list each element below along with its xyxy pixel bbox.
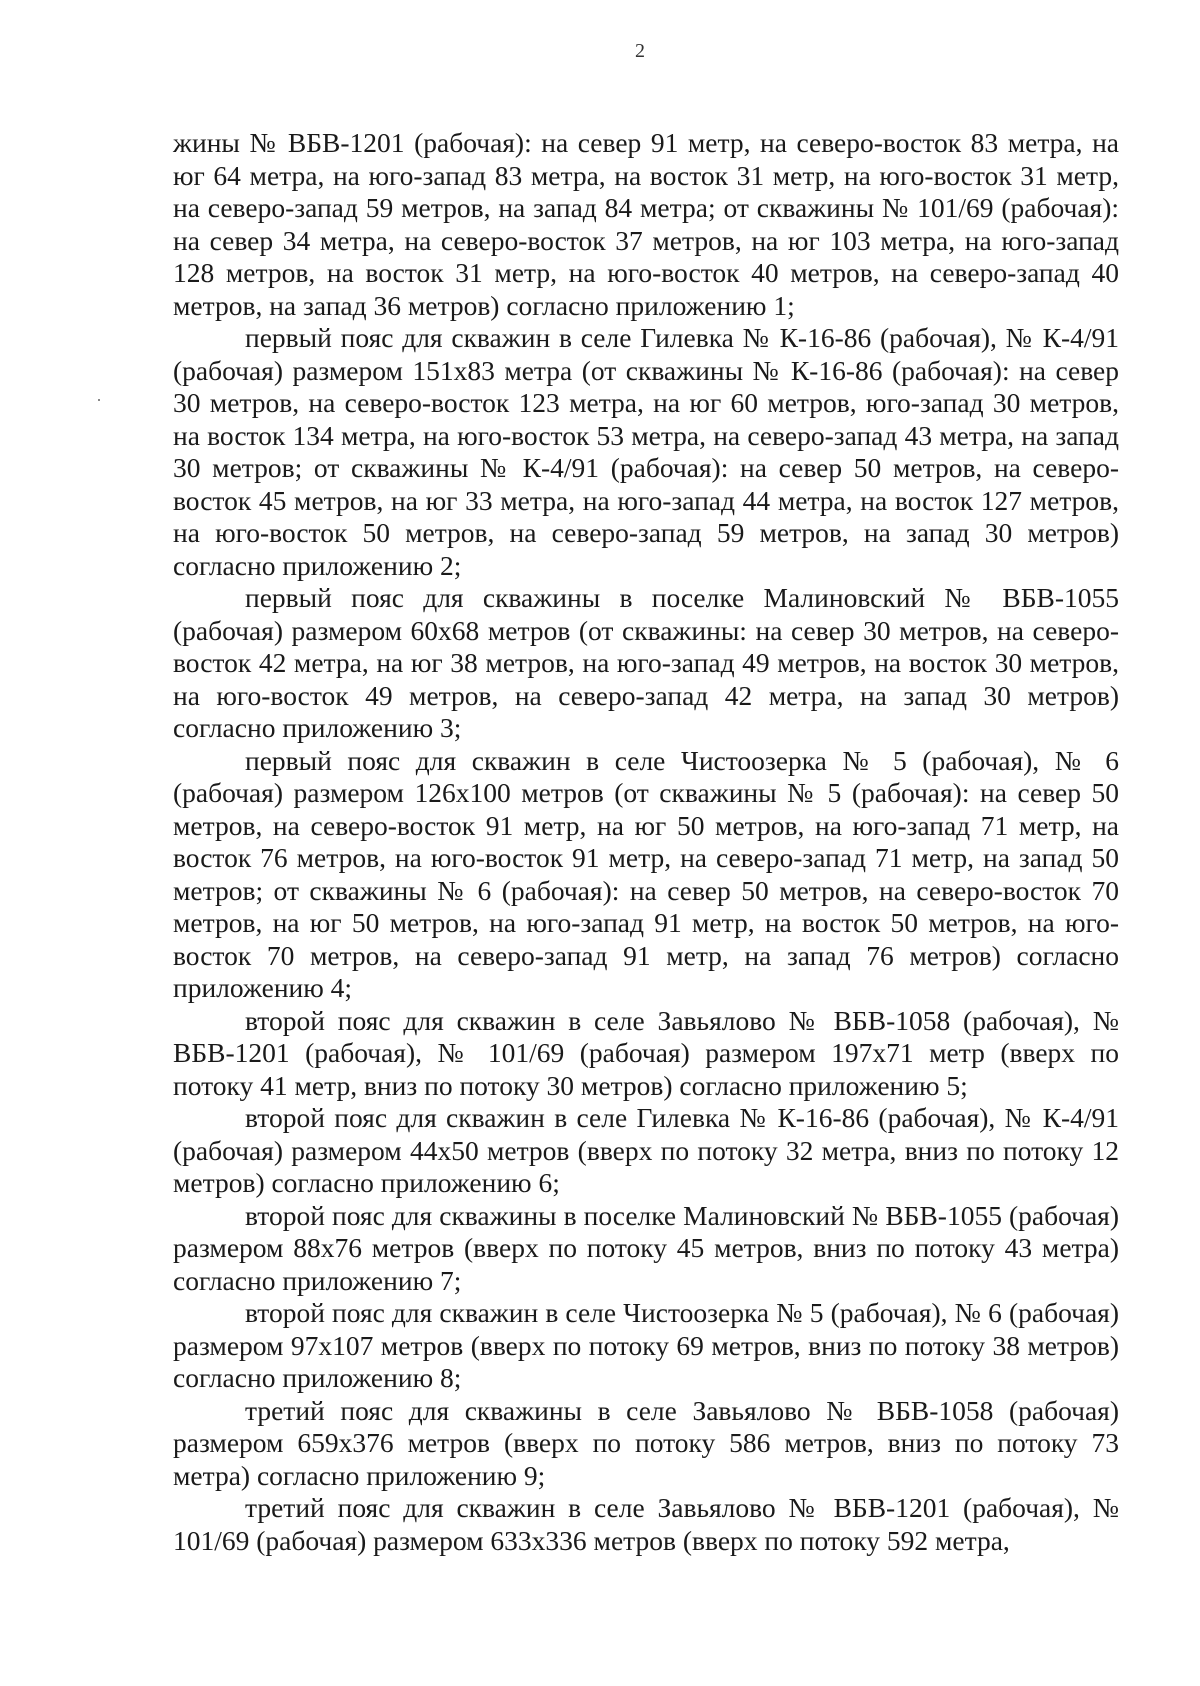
paragraph-zone3-zavyalovo-1201: третий пояс для скважин в селе Завьялово № ВБВ-1201 (рабочая), № 101/69 (рабочая) размером 633х336 метров (вверх по потоку 592 метра,	[173, 1492, 1119, 1556]
paragraph-zone2-zavyalovo: второй пояс для скважин в селе Завьялово № ВБВ-1058 (рабочая), № ВБВ-1201 (рабочая), № 101/69 (рабочая) размером 197х71 метр (вверх по потоку 41 метр, вниз по потоку 30 метров) согласно приложению 5;	[173, 1004, 1119, 1101]
page-number: 2	[635, 40, 645, 62]
document-body	[173, 127, 1119, 1557]
paragraph-continuation: жины № ВБВ-1201 (рабочая): на север 91 метр, на северо-восток 83 метра, на юг 64 метра, на юго-запад 83 метра, на восток 31 метр, на юго-восток 31 метр, на северо-запад 59 метров, на запад 84 метра; от скважины № 101/69 (рабочая): на север 34 метра, на северо-восток 37 метров, на юг 103 метра, на юго-запад 128 метров, на восток 31 метр, на юго-восток 40 метров, на северо-запад 40 метров, на запад 36 метров) согласно приложению 1;	[173, 127, 1119, 321]
paragraph-zone1-malinovsky: первый пояс для скважины в поселке Малиновский № ВБВ-1055 (рабочая) размером 60х68 метров (от скважины: на север 30 метров, на северо-восток 42 метра, на юг 38 метров, на юго-запад 49 метров, на восток 30 метров, на юго-восток 49 метров, на северо-запад 42 метра, на запад 30 метров) согласно приложению 3;	[173, 582, 1119, 743]
paragraph-zone2-malinovsky: второй пояс для скважины в поселке Малиновский № ВБВ-1055 (рабочая) размером 88х76 метров (вверх по потоку 45 метров, вниз по потоку 43 метра) согласно приложению 7;	[173, 1199, 1119, 1296]
paragraph-zone3-zavyalovo-1058: третий пояс для скважины в селе Завьялово № ВБВ-1058 (рабочая) размером 659х376 метров (вверх по потоку 586 метров, вниз по потоку 73 метра) согласно приложению 9;	[173, 1394, 1119, 1491]
paragraph-zone2-gilevka: второй пояс для скважин в селе Гилевка № К-16-86 (рабочая), № К-4/91 (рабочая) размером 44х50 метров (вверх по потоку 32 метра, вниз по потоку 12 метров) согласно приложению 6;	[173, 1102, 1119, 1198]
paragraph-zone1-chistoozerka: первый пояс для скважин в селе Чистоозерка № 5 (рабочая), № 6 (рабочая) размером 126х100 метров (от скважины № 5 (рабочая): на север 50 метров, на северо-восток 91 метр, на юг 50 метров, на юго-запад 71 метр, на восток 76 метров, на юго-восток 91 метр, на северо-запад 71 метр, на запад 50 метров; от скважины № 6 (рабочая): на север 50 метров, на северо-восток 70 метров, на юг 50 метров, на юго-запад 91 метр, на восток 50 метров, на юго-восток 70 метров, на северо-запад 91 метр, на запад 76 метров) согласно приложению 4;	[173, 744, 1119, 1003]
paragraph-zone1-gilevka: первый пояс для скважин в селе Гилевка № К-16-86 (рабочая), № К-4/91 (рабочая) размером 151х83 метра (от скважины № К-16-86 (рабочая): на север 30 метров, на северо-восток 123 метра, на юг 60 метров, юго-запад 30 метров, на восток 134 метра, на юго-восток 53 метра, на северо-запад 43 метра, на запад 30 метров; от скважины № К-4/91 (рабочая): на север 50 метров, на северо-восток 45 метров, на юг 33 метра, на юго-запад 44 метра, на восток 127 метров, на юго-восток 50 метров, на северо-запад 59 метров, на запад 30 метров) согласно приложению 2;	[173, 322, 1119, 581]
scan-speck	[98, 399, 100, 401]
paragraph-zone2-chistoozerka: второй пояс для скважин в селе Чистоозерка № 5 (рабочая), № 6 (рабочая) размером 97х107 метров (вверх по потоку 69 метров, вниз по потоку 38 метров) согласно приложению 8;	[173, 1297, 1119, 1393]
